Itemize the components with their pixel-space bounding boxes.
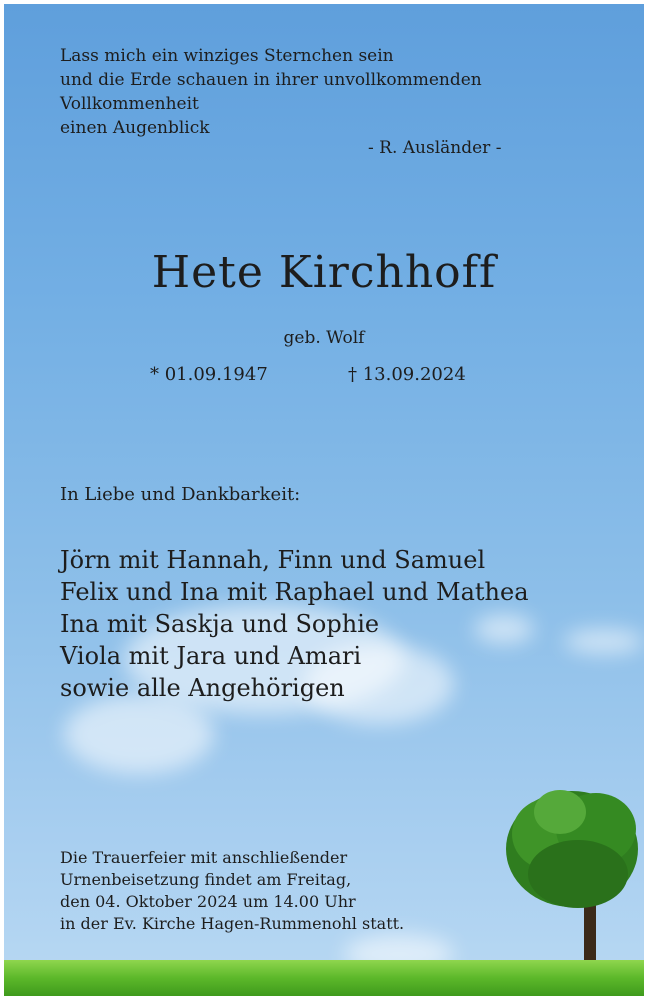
service-line: Die Trauerfeier mit anschließender [60,848,348,867]
birth-date: * 01.09.1947 [150,364,268,385]
maiden-name: geb. Wolf [283,328,365,348]
mourner-line: Jörn mit Hannah, Finn und Samuel [60,546,486,574]
mourner-line: sowie alle Angehörigen [60,674,345,702]
service-line: in der Ev. Kirche Hagen-Rummenohl statt. [60,914,405,933]
poem-line: einen Augenblick [60,118,210,138]
mourner-line: Felix und Ina mit Raphael und Mathea [60,578,529,606]
cloud [64,694,214,774]
tree-icon [500,774,644,974]
mourners-intro: In Liebe und Dankbarkeit: [60,484,301,505]
poem-line: Lass mich ein winziges Sternchen sein [60,46,394,66]
death-date: † 13.09.2024 [348,364,466,385]
poem-author: - R. Ausländer - [368,138,502,158]
poem [60,44,482,140]
mourner-line: Viola mit Jara und Amari [60,642,362,670]
poem-line: Vollkommenheit [60,94,199,114]
service-line: Urnenbeisetzung findet am Freitag, [60,870,352,889]
service-info [60,847,404,935]
service-line: den 04. Oktober 2024 um 14.00 Uhr [60,892,356,911]
poem-line: und die Erde schauen in ihrer unvollkommenden [60,70,482,90]
grass-meadow [4,960,644,996]
mourners-list [60,544,529,704]
cloud [564,629,644,654]
mourner-line: Ina mit Saskja und Sophie [60,610,380,638]
deceased-name: Hete Kirchhoff [151,247,497,298]
